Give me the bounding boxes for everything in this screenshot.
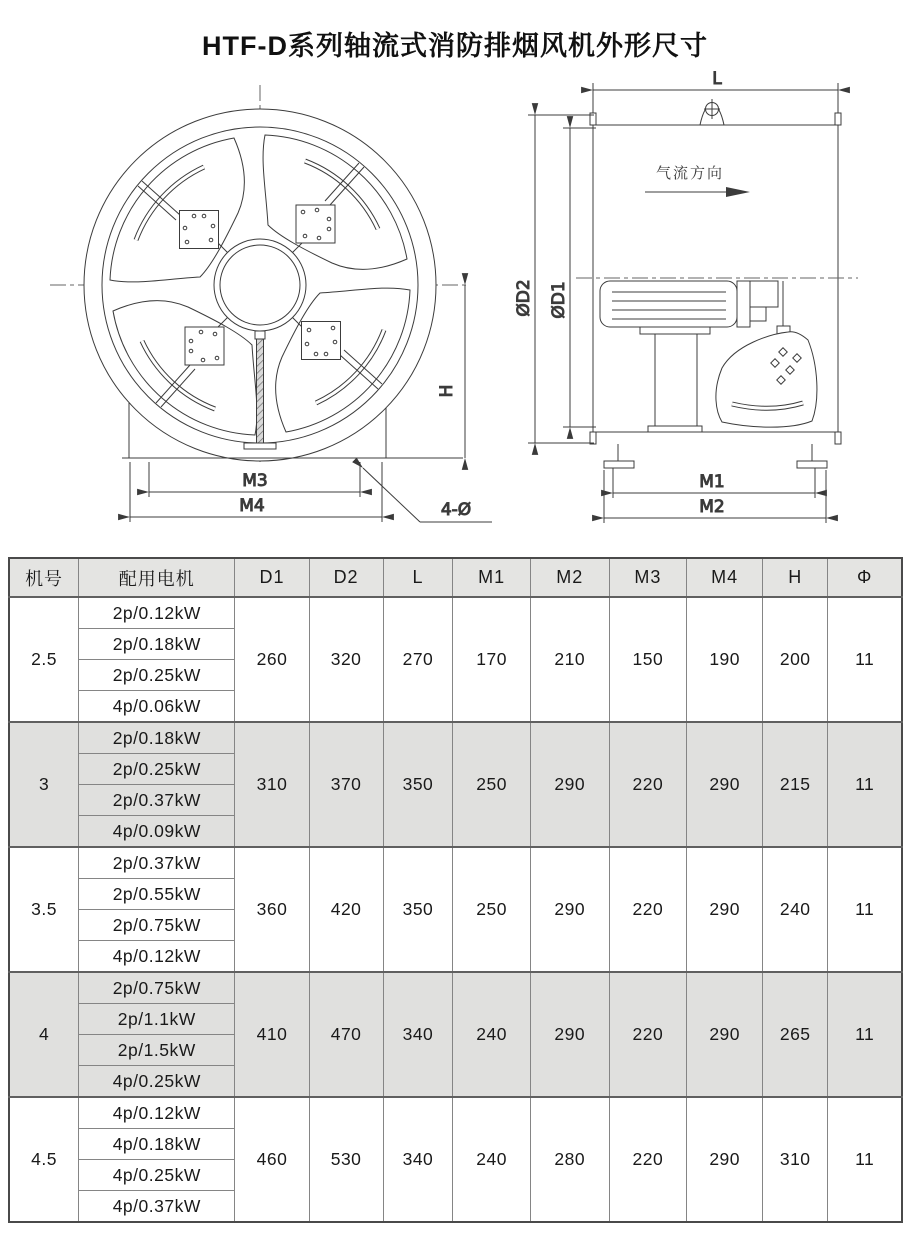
dim-label-d2: ØD2	[514, 279, 534, 317]
dimension-value-cell: 320	[309, 597, 383, 722]
dimension-value-cell: 350	[383, 722, 453, 847]
dim-label-h: H	[437, 384, 457, 398]
hub-rod-mount	[255, 331, 265, 339]
dimension-value-cell: 340	[383, 972, 453, 1097]
motor-cell: 2p/0.75kW	[79, 972, 235, 1004]
dim-label-m4: M4	[239, 496, 265, 516]
dimension-value-cell: 290	[530, 972, 609, 1097]
dimension-value-cell: 460	[235, 1097, 309, 1222]
support-pillar	[655, 334, 697, 426]
page-title: HTF-D系列轴流式消防排烟风机外形尺寸	[202, 31, 708, 61]
dim-label-l: L	[712, 69, 722, 89]
flange-tick	[835, 113, 841, 125]
dim-label-m1: M1	[699, 472, 725, 492]
dimension-value-cell: 170	[453, 597, 531, 722]
dimension-value-cell: 240	[763, 847, 828, 972]
dimension-value-cell: 470	[309, 972, 383, 1097]
column-header: H	[763, 558, 828, 597]
motor-cell: 2p/0.18kW	[79, 629, 235, 660]
dimension-m3	[149, 462, 360, 497]
motor-cell: 2p/0.75kW	[79, 910, 235, 941]
dimension-value-cell: 220	[609, 1097, 687, 1222]
dimension-value-cell: 290	[530, 722, 609, 847]
dimension-value-cell: 410	[235, 972, 309, 1097]
motor-cell: 4p/0.25kW	[79, 1160, 235, 1191]
dimension-value-cell: 11	[828, 847, 902, 972]
dimension-value-cell: 360	[235, 847, 309, 972]
model-number-cell: 3.5	[9, 847, 79, 972]
spec-table-body	[9, 597, 902, 1222]
column-header: M4	[687, 558, 763, 597]
column-header: D1	[235, 558, 309, 597]
flange-tick	[835, 432, 841, 444]
model-number-cell: 4.5	[9, 1097, 79, 1222]
column-header: 机号	[9, 558, 79, 597]
model-number-cell: 2.5	[9, 597, 79, 722]
dimension-value-cell: 150	[609, 597, 687, 722]
table-row	[9, 847, 902, 879]
dimension-value-cell: 290	[687, 972, 763, 1097]
column-header: M2	[530, 558, 609, 597]
dimension-value-cell: 250	[453, 847, 531, 972]
rod-base	[244, 443, 276, 449]
motor-cell: 2p/0.25kW	[79, 660, 235, 691]
motor-cell: 2p/0.12kW	[79, 597, 235, 629]
technical-drawings	[0, 0, 910, 550]
column-header: L	[383, 558, 453, 597]
hole-note-label: 4-Ø	[440, 500, 472, 520]
table-row	[9, 597, 902, 629]
dimension-value-cell: 290	[687, 847, 763, 972]
motor-cell: 2p/1.5kW	[79, 1035, 235, 1066]
dimension-value-cell: 290	[687, 1097, 763, 1222]
dimension-value-cell: 250	[453, 722, 531, 847]
base-feet	[604, 444, 827, 468]
table-row	[9, 1097, 902, 1129]
motor-cell: 4p/0.25kW	[79, 1066, 235, 1098]
table-header	[9, 558, 902, 597]
dimension-value-cell: 240	[453, 972, 531, 1097]
dimension-value-cell: 11	[828, 722, 902, 847]
airflow-label: 气流方向	[655, 165, 725, 182]
dimension-value-cell: 220	[609, 847, 687, 972]
column-header: M1	[453, 558, 531, 597]
motor-cell: 4p/0.18kW	[79, 1129, 235, 1160]
dimension-l	[593, 69, 838, 125]
motor-body	[600, 281, 737, 327]
dimension-value-cell: 260	[235, 597, 309, 722]
dim-label-d1: ØD1	[549, 281, 569, 319]
motor-cell: 2p/0.37kW	[79, 785, 235, 816]
model-number-cell: 3	[9, 722, 79, 847]
motor-cell: 4p/0.06kW	[79, 691, 235, 723]
dimension-value-cell: 11	[828, 597, 902, 722]
dimension-value-cell: 290	[687, 722, 763, 847]
motor-foot	[640, 327, 710, 334]
column-header: Φ	[828, 558, 902, 597]
dimension-value-cell: 310	[763, 1097, 828, 1222]
dimension-value-cell: 220	[609, 972, 687, 1097]
dimension-value-cell: 11	[828, 972, 902, 1097]
motor-cell: 2p/0.37kW	[79, 847, 235, 879]
column-header: 配用电机	[79, 558, 235, 597]
dimension-d2	[514, 115, 594, 443]
column-header: M3	[609, 558, 687, 597]
dimension-value-cell: 420	[309, 847, 383, 972]
dimension-value-cell: 265	[763, 972, 828, 1097]
dimension-value-cell: 200	[763, 597, 828, 722]
motor-cell: 2p/0.18kW	[79, 722, 235, 754]
support-rod	[257, 339, 264, 443]
dimension-value-cell: 290	[530, 847, 609, 972]
dimension-value-cell: 240	[453, 1097, 531, 1222]
table-row	[9, 722, 902, 754]
dimension-h	[437, 285, 465, 458]
motor-cell: 2p/1.1kW	[79, 1004, 235, 1035]
column-header: D2	[309, 558, 383, 597]
motor-cell: 4p/0.12kW	[79, 1097, 235, 1129]
support-base	[648, 426, 702, 432]
dimension-value-cell: 210	[530, 597, 609, 722]
motor-cell: 4p/0.09kW	[79, 816, 235, 848]
dimension-spec-table	[8, 557, 903, 1223]
dimension-value-cell: 11	[828, 1097, 902, 1222]
motor-cell: 2p/0.25kW	[79, 754, 235, 785]
dimension-value-cell: 270	[383, 597, 453, 722]
flange-tick	[590, 432, 596, 444]
lifting-eye	[700, 99, 724, 125]
dimension-value-cell: 310	[235, 722, 309, 847]
dimension-value-cell: 350	[383, 847, 453, 972]
dimension-m1	[613, 468, 815, 498]
motor-cell: 4p/0.37kW	[79, 1191, 235, 1223]
dim-label-m3: M3	[242, 471, 268, 491]
side-view-drawing	[514, 69, 858, 523]
table-row	[9, 972, 902, 1004]
motor-cell: 2p/0.55kW	[79, 879, 235, 910]
motor-cell: 4p/0.12kW	[79, 941, 235, 973]
dim-label-m2: M2	[699, 497, 725, 517]
header-row	[9, 558, 902, 597]
dimension-value-cell: 220	[609, 722, 687, 847]
dimension-value-cell: 190	[687, 597, 763, 722]
front-view-drawing	[50, 85, 492, 522]
dimension-value-cell: 280	[530, 1097, 609, 1222]
model-number-cell: 4	[9, 972, 79, 1097]
dimension-value-cell: 530	[309, 1097, 383, 1222]
dimension-value-cell: 370	[309, 722, 383, 847]
dimension-value-cell: 215	[763, 722, 828, 847]
dimension-value-cell: 340	[383, 1097, 453, 1222]
